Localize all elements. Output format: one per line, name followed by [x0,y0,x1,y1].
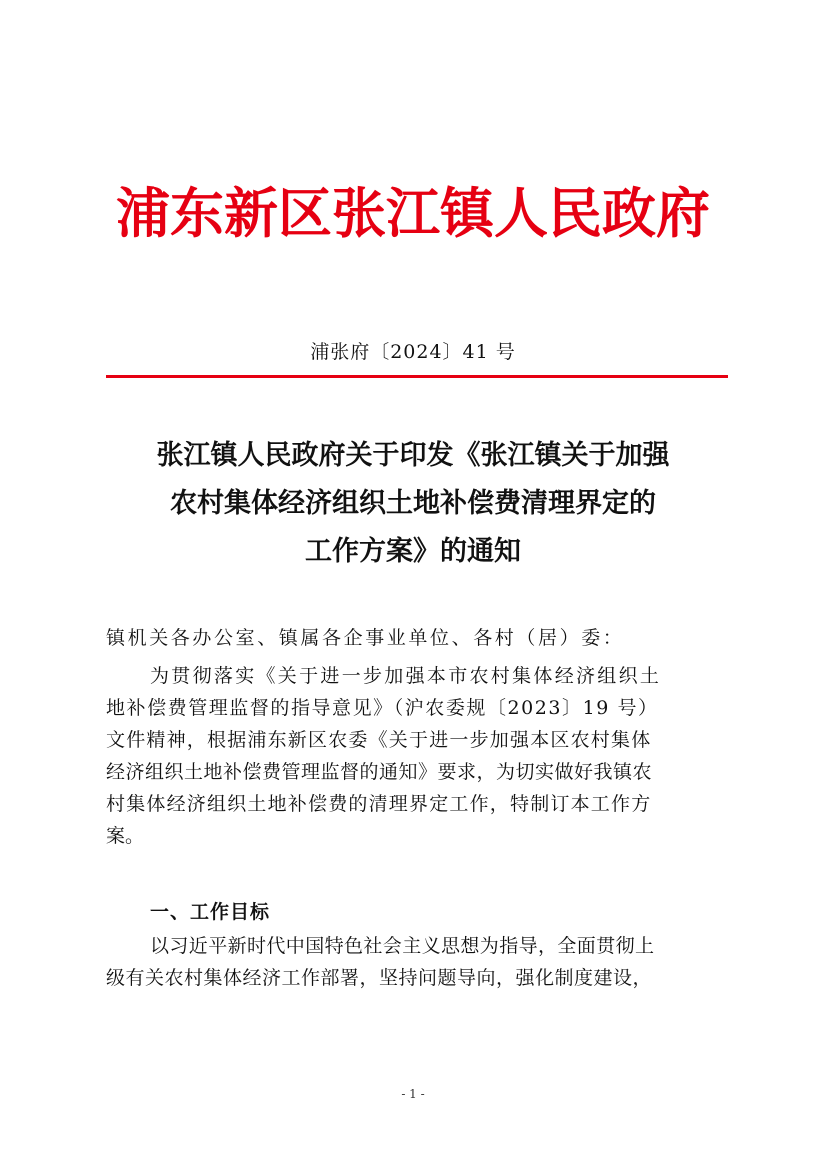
paragraph-line: 经济组织土地补偿费管理监督的通知》要求，为切实做好我镇农 [106,761,653,783]
title-line-1: 张江镇人民政府关于印发《张江镇关于加强 [156,440,670,471]
paragraph-intro [106,660,722,852]
document-title [80,432,746,576]
paragraph-line: 级有关农村集体经济工作部署，坚持问题导向，强化制度建设， [106,967,653,989]
document-number: 浦张府〔2024〕41 号 [310,341,516,363]
paragraph-line: 为贯彻落实《关于进一步加强本市农村集体经济组织土 [150,665,662,687]
red-divider-line [106,375,728,378]
paragraph-goal [106,930,722,994]
issuing-authority-header: 浦东新区张江镇人民政府 [116,181,710,245]
paragraph-line: 地补偿费管理监督的指导意见》（沪农委规〔2023〕19 号） [106,697,659,719]
title-line-2: 农村集体经济组织土地补偿费清理界定的 [170,488,656,519]
paragraph-line: 案。 [106,825,145,847]
section-heading: 一、工作目标 [150,901,271,923]
paragraph-line: 村集体经济组织土地补偿费的清理界定工作，特制订本工作方 [106,793,652,815]
page-number: - 1 - [401,1087,425,1101]
title-line-3: 工作方案》的通知 [305,536,521,567]
paragraph-line: 以习近平新时代中国特色社会主义思想为指导，全面贯彻上 [150,935,655,957]
addressee-line: 镇机关各办公室、镇属各企事业单位、各村（居）委： [106,627,625,649]
paragraph-line: 文件精神，根据浦东新区农委《关于进一步加强本区农村集体 [106,729,652,751]
